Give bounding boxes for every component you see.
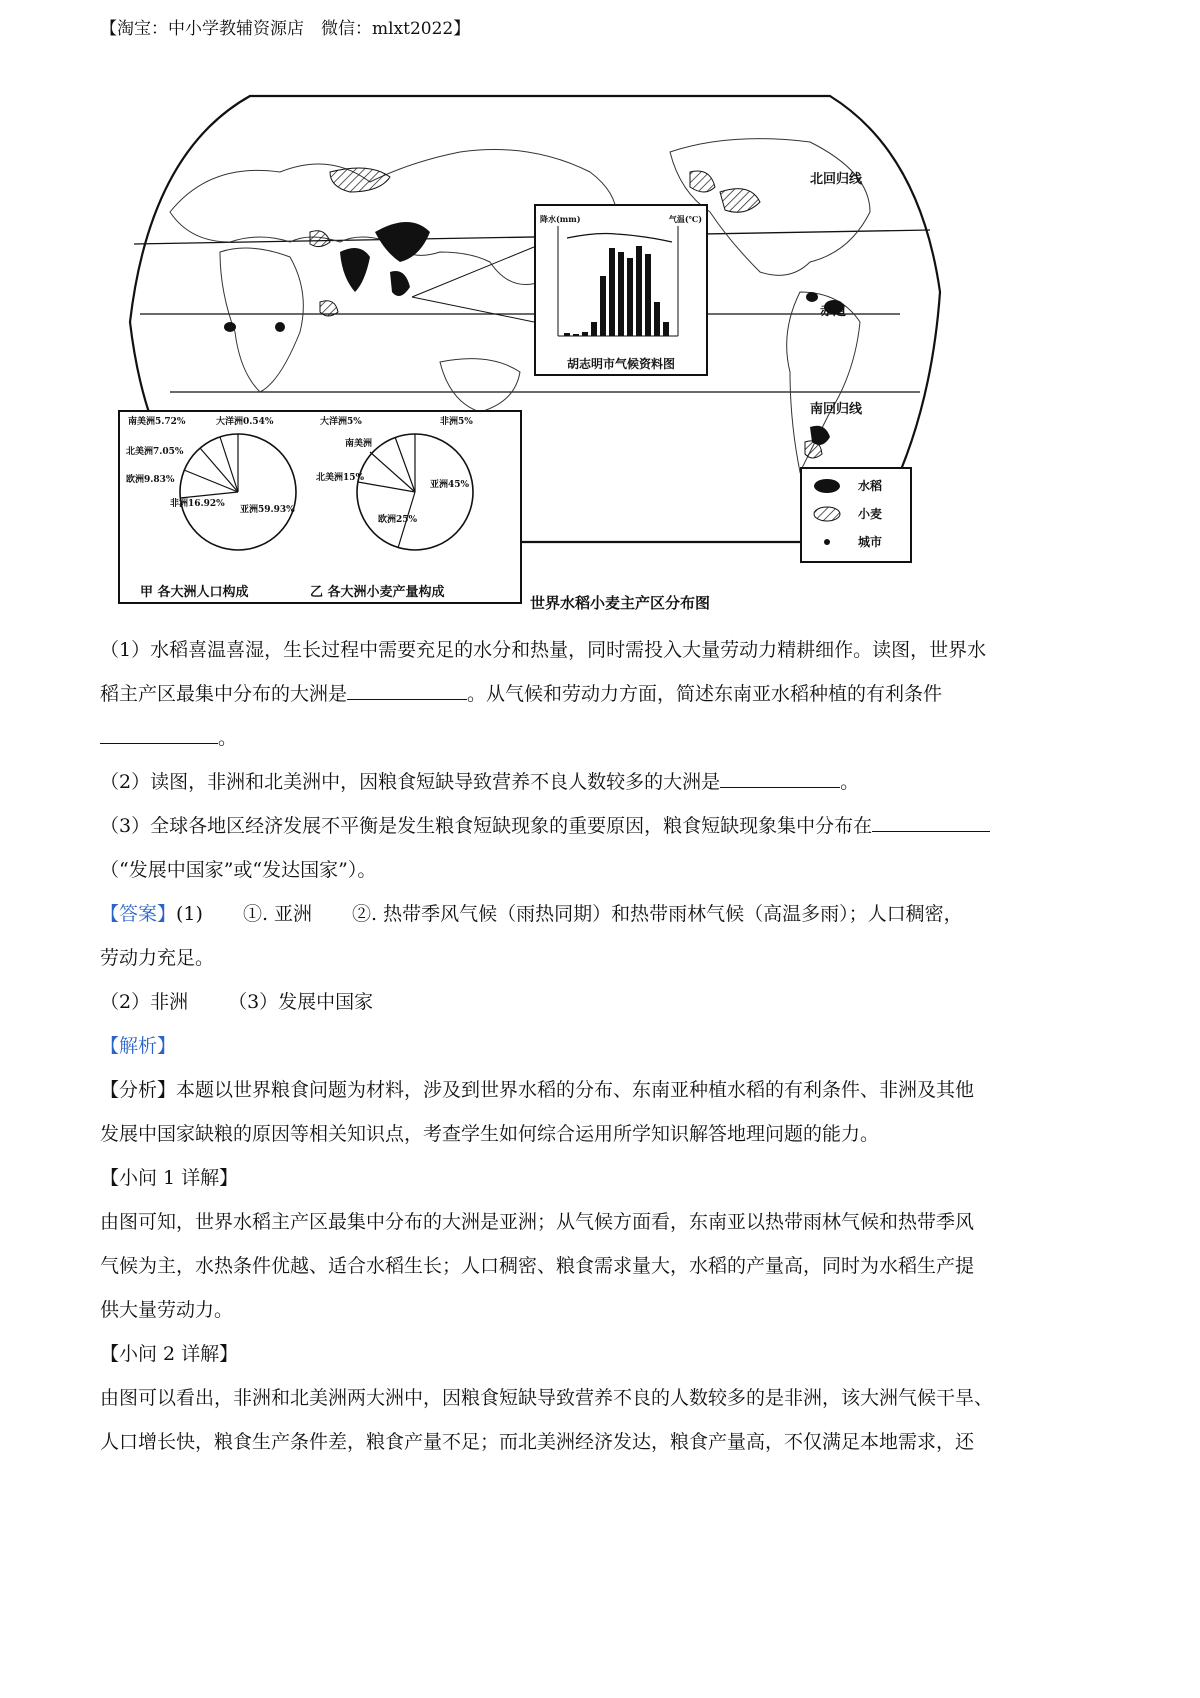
tropic-capricorn-label: 南回归线 [810, 402, 863, 417]
pie2-label: 非洲5% [440, 417, 473, 427]
pie-charts-panel [118, 410, 522, 604]
map-title: 世界水稻小麦主产区分布图 [530, 594, 711, 612]
analysis-tag: 【解析】 [100, 1035, 177, 1057]
pie1-label: 非洲16.92% [170, 499, 225, 509]
question-block [100, 628, 1110, 1464]
legend-city-label: 城市 [858, 535, 883, 549]
temp-axis-label: 气温(℃) [668, 214, 702, 224]
climate-chart-title: 胡志明市气候资料图 [566, 357, 675, 371]
answer-blank[interactable] [100, 723, 218, 744]
answer-line2: 劳动力充足。 [100, 947, 215, 969]
sub1-title: 【小问 1 详解】 [100, 1167, 239, 1189]
climate-bars [536, 206, 702, 356]
pie2-label: 南美洲 [345, 439, 373, 449]
legend-rice-label: 水稻 [858, 479, 883, 493]
answer-3: （3）发展中国家 [228, 991, 374, 1013]
legend-city [810, 533, 882, 550]
q2-line [100, 760, 1110, 804]
q3-line2: （“发展中国家”或“发达国家”）。 [100, 859, 377, 881]
q3-line1 [100, 804, 1110, 848]
answer-2: （2）非洲 [100, 991, 189, 1013]
pie1-caption: 甲 各大洲人口构成 [140, 585, 249, 600]
pie1-label: 亚洲59.93% [240, 505, 295, 515]
q1-line2-b: 。从气候和劳动力方面，简述东南亚水稻种植的有利条件 [467, 683, 943, 705]
sub1-line1: 由图可知，世界水稻主产区最集中分布的大洲是亚洲；从气候方面看，东南亚以热带雨林气候和热带季风 [100, 1211, 975, 1233]
sub1-line2: 气候为主，水热条件优越、适合水稻生长；人口稠密、粮食需求量大，水稻的产量高，同时为水稻生产提 [100, 1255, 975, 1277]
pie2-label: 北美洲15% [316, 473, 365, 483]
answer-line1 [100, 892, 1110, 936]
answer-blank[interactable] [720, 767, 840, 788]
analysis-line2: 发展中国家缺粮的原因等相关知识点，考查学生如何综合运用所学知识解答地理问题的能力。 [100, 1123, 880, 1145]
legend-rice [810, 477, 882, 494]
q1-line2 [100, 672, 1110, 716]
q2-a: （2）读图，非洲和北美洲中，因粮食短缺导致营养不良人数较多的大洲是 [100, 771, 721, 793]
sub2-title: 【小问 2 详解】 [100, 1343, 239, 1365]
q1-line2-a: 稻主产区最集中分布的大洲是 [100, 683, 348, 705]
legend-wheat [810, 505, 882, 522]
q3-line1-text: （3）全球各地区经济发展不平衡是发生粮食短缺现象的重要原因，粮食短缺现象集中分布在 [100, 815, 873, 837]
pie1-label: 南美洲5.72% [128, 417, 186, 427]
world-rice-wheat-figure [110, 92, 960, 612]
q1-line3-end: 。 [218, 727, 238, 749]
answer-1: (1) [176, 903, 203, 925]
pie1-label: 北美洲7.05% [126, 447, 184, 457]
q1-line3 [100, 716, 1110, 760]
answer-blank[interactable] [872, 811, 990, 832]
q1-line1: （1）水稻喜温喜湿，生长过程中需要充足的水分和热量，同时需投入大量劳动力精耕细作。读图，世界水 [100, 639, 987, 661]
equator-label: 赤道 [820, 304, 847, 319]
answer-tag: 【答案】 [100, 903, 177, 925]
pie2-label: 大洋洲5% [320, 417, 362, 427]
legend-wheat-label: 小麦 [858, 507, 883, 521]
analysis-line1: 【分析】本题以世界粮食问题为材料，涉及到世界水稻的分布、东南亚种植水稻的有利条件、非洲及其他 [100, 1079, 975, 1101]
q2-b: 。 [840, 771, 860, 793]
precip-axis-label: 降水(mm) [540, 214, 581, 224]
answer-line3 [100, 980, 1110, 1024]
pie2-caption: 乙 各大洲小麦产量构成 [310, 585, 445, 600]
answer-1-1: ①. 亚洲 [242, 903, 313, 925]
answer-blank[interactable] [347, 679, 467, 700]
pie1-label: 欧洲9.83% [126, 475, 175, 485]
climate-chart [534, 204, 708, 376]
header-note: 【淘宝：中小学教辅资源店 微信：mlxt2022】 [100, 19, 471, 39]
sub2-line1: 由图可以看出，非洲和北美洲两大洲中，因粮食短缺导致营养不良的人数较多的是非洲，该大洲气候干旱、 [100, 1387, 994, 1409]
pie1-label: 大洋洲0.54% [216, 417, 274, 427]
map-legend [800, 467, 912, 563]
pie2-label: 亚洲45% [430, 480, 470, 490]
tropic-cancer-label: 北回归线 [810, 172, 863, 187]
sub2-line2: 人口增长快，粮食生产条件差，粮食产量不足；而北美洲经济发达，粮食产量高，不仅满足本地需求，还 [100, 1431, 975, 1453]
pie2-label: 欧洲25% [378, 515, 418, 525]
sub1-line3: 供大量劳动力。 [100, 1299, 234, 1321]
answer-1-2: ②. 热带季风气候（雨热同期）和热带雨林气候（高温多雨）；人口稠密， [352, 903, 963, 925]
